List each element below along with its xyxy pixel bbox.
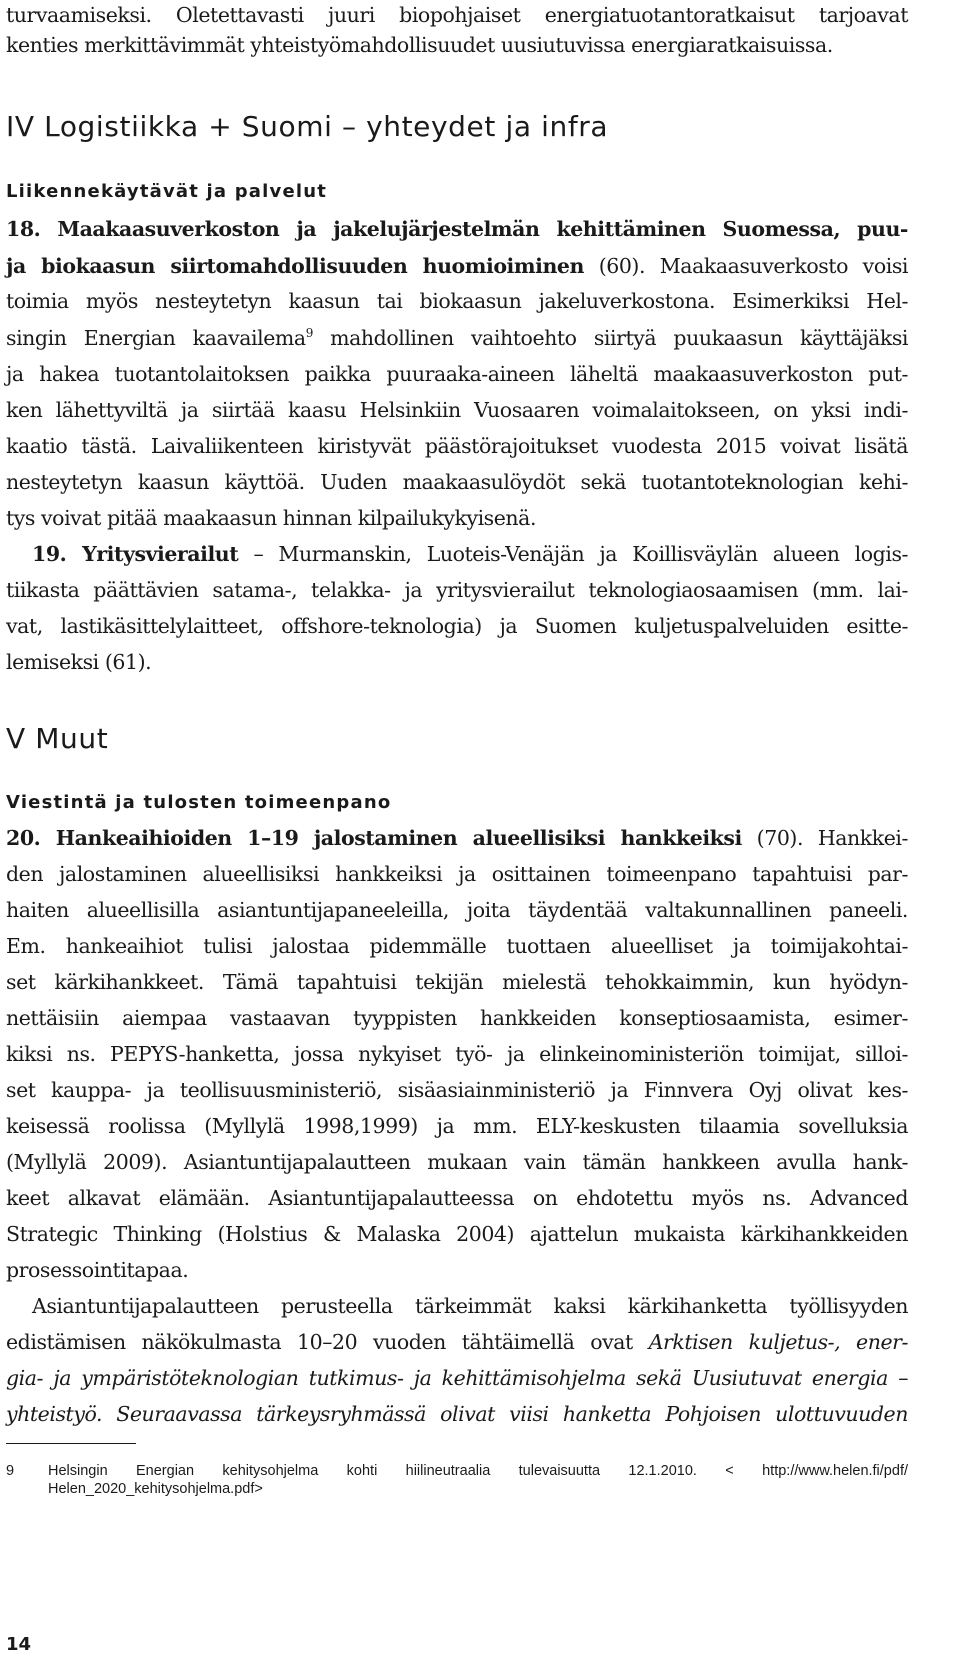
paragraph-line: kiksi ns. PEPYS-hanketta, jossa nykyiset työ- ja elinkeinoministeriön toimijat, silloi- — [6, 1042, 908, 1066]
paragraph-line — [6, 323, 908, 353]
paragraph-line — [6, 251, 908, 281]
paragraph-line: haiten alueellisilla asiantuntijapaneeleilla, joita täydentää valtakunnallinen paneeli. — [6, 898, 908, 922]
paragraph-line: lemiseksi (61). — [6, 650, 152, 674]
paragraph-line: keisessä roolissa (Myllylä 1998,1999) ja mm. ELY-keskusten tilaamia sovelluksia — [6, 1114, 908, 1138]
text-run: mahdollinen vaihtoehto siirtyä puukaasun käyttäjäksi — [312, 326, 908, 350]
paragraph-line: vat, lastikäsittelylaitteet, offshore-teknologia) ja Suomen kuljetuspalveluiden esitte- — [6, 614, 908, 638]
item-title: 20. Hankeaihioiden 1–19 jalostaminen alueellisiksi hankkeiksi — [6, 826, 742, 850]
paragraph-line — [6, 214, 908, 244]
footnote — [6, 1462, 908, 1502]
paragraph-line: set kärkihankkeet. Tämä tapahtuisi tekijän mielestä tehokkaimmin, kun hyödyn- — [6, 970, 908, 994]
text-run: – Murmanskin, Luoteis-Venäjän ja Koillisväylän alueen logis- — [238, 542, 909, 566]
paragraph-line: set kauppa- ja teollisuusministeriö, sisäasiainministeriö ja Finnvera Oyj olivat kes- — [6, 1078, 908, 1102]
page-number: 14 — [6, 1634, 32, 1655]
paragraph-line: tys voivat pitää maakaasun hinnan kilpailukykyisenä. — [6, 506, 537, 530]
paragraph-line: Strategic Thinking (Holstius & Malaska 2004) ajattelun mukaista kärkihankkeiden — [6, 1222, 908, 1246]
paragraph-line: prosessointitapaa. — [6, 1258, 189, 1282]
paragraph-line — [6, 1363, 908, 1393]
paragraph-line — [32, 539, 908, 569]
paragraph-line: Em. hankeaihiot tulisi jalostaa pidemmälle tuottaen alueelliset ja toimijakohtai- — [6, 934, 908, 958]
text-run: singin Energian kaavailema — [6, 326, 306, 350]
footnote-ref: 9 — [305, 326, 313, 340]
footnote-text — [48, 1462, 908, 1498]
footnote-number: 9 — [6, 1463, 15, 1479]
italic-run: yhteistyö. Seuraavassa tärkeysryhmässä olivat viisi hanketta Pohjoisen ulottuvuuden — [6, 1402, 908, 1426]
paragraph-line: (Myllylä 2009). Asiantuntijapalautteen mukaan vain tämän hankkeen avulla hank- — [6, 1150, 908, 1174]
paragraph-line: ken lähettyviltä ja siirtää kaasu Helsinkiin Vuosaaren voimalaitokseen, on yksi indi- — [6, 398, 908, 422]
paragraph-line: turvaamiseksi. Oletettavasti juuri biopohjaiset energiatuotantoratkaisut tarjoavat — [6, 3, 908, 27]
paragraph-line: nesteytetyn kaasun käyttöä. Uuden maakaasulöydöt sekä tuotantoteknologian kehi- — [6, 470, 908, 494]
paragraph-line: kenties merkittävimmät yhteistyömahdollisuudet uusiutuvissa energiaratkaisuissa. — [6, 33, 833, 57]
text-run: edistämisen näkökulmasta 10–20 vuoden tähtäimellä ovat — [6, 1330, 649, 1354]
footnote-divider — [6, 1443, 136, 1444]
section-heading-iv: IV Logistiikka + Suomi – yhteydet ja infra — [6, 110, 609, 143]
paragraph-line: nettäisiin aiempaa vastaavan tyyppisten hankkeiden konseptiosaamista, esimer- — [6, 1006, 908, 1030]
text-run: (60). Maakaasuverkosto voisi — [583, 254, 908, 278]
item-title: ja biokaasun siirtomahdollisuuden huomioiminen — [6, 254, 584, 278]
subsection-heading-liikenne: Liikennekäytävät ja palvelut — [6, 181, 328, 202]
italic-run: Arktisen kuljetus-, ener- — [648, 1330, 908, 1354]
subsection-heading-viestinta: Viestintä ja tulosten toimeenpano — [6, 792, 392, 813]
paragraph-line: Asiantuntijapalautteen perusteella tärkeimmät kaksi kärkihanketta työllisyyden — [32, 1294, 908, 1318]
paragraph-line: toimia myös nesteytetyn kaasun tai biokaasun jakeluverkostona. Esimerkiksi Hel- — [6, 289, 908, 313]
paragraph-line: tiikasta päättävien satama-, telakka- ja yritysvierailut teknologiaosaamisen (mm. lai- — [6, 578, 908, 602]
footnote-line: Helsingin Energian kehitysohjelma kohti hiilineutraalia tulevaisuutta 12.1.2010. < http://www.helen.fi/pdf/ — [48, 1463, 908, 1479]
paragraph-line — [6, 1399, 908, 1429]
paragraph-line: kaatio tästä. Laivaliikenteen kiristyvät päästörajoitukset vuodesta 2015 voivat lisätä — [6, 434, 908, 458]
paragraph-line: ja hakea tuotantolaitoksen paikka puuraaka-aineen läheltä maakaasuverkoston put- — [6, 362, 908, 386]
italic-run: gia- ja ympäristöteknologian tutkimus- ja kehittämisohjelma sekä Uusiutuvat energia – — [6, 1366, 908, 1390]
section-heading-v: V Muut — [6, 722, 109, 755]
item-title: 18. Maakaasuverkoston ja jakelujärjestelmän kehittäminen Suomessa, puu- — [6, 217, 908, 241]
paragraph-line: keet alkavat elämään. Asiantuntijapalautteessa on ehdotettu myös ns. Advanced — [6, 1186, 908, 1210]
footnote-line: Helen_2020_kehitysohjelma.pdf> — [48, 1481, 263, 1497]
paragraph-line — [6, 823, 908, 853]
text-run: (70). Hankkei- — [741, 826, 908, 850]
paragraph-line: den jalostaminen alueellisiksi hankkeiksi ja osittainen toimeenpano tapahtuisi par- — [6, 862, 908, 886]
paragraph-line — [6, 1327, 908, 1357]
item-title: 19. Yritysvierailut — [32, 542, 239, 566]
